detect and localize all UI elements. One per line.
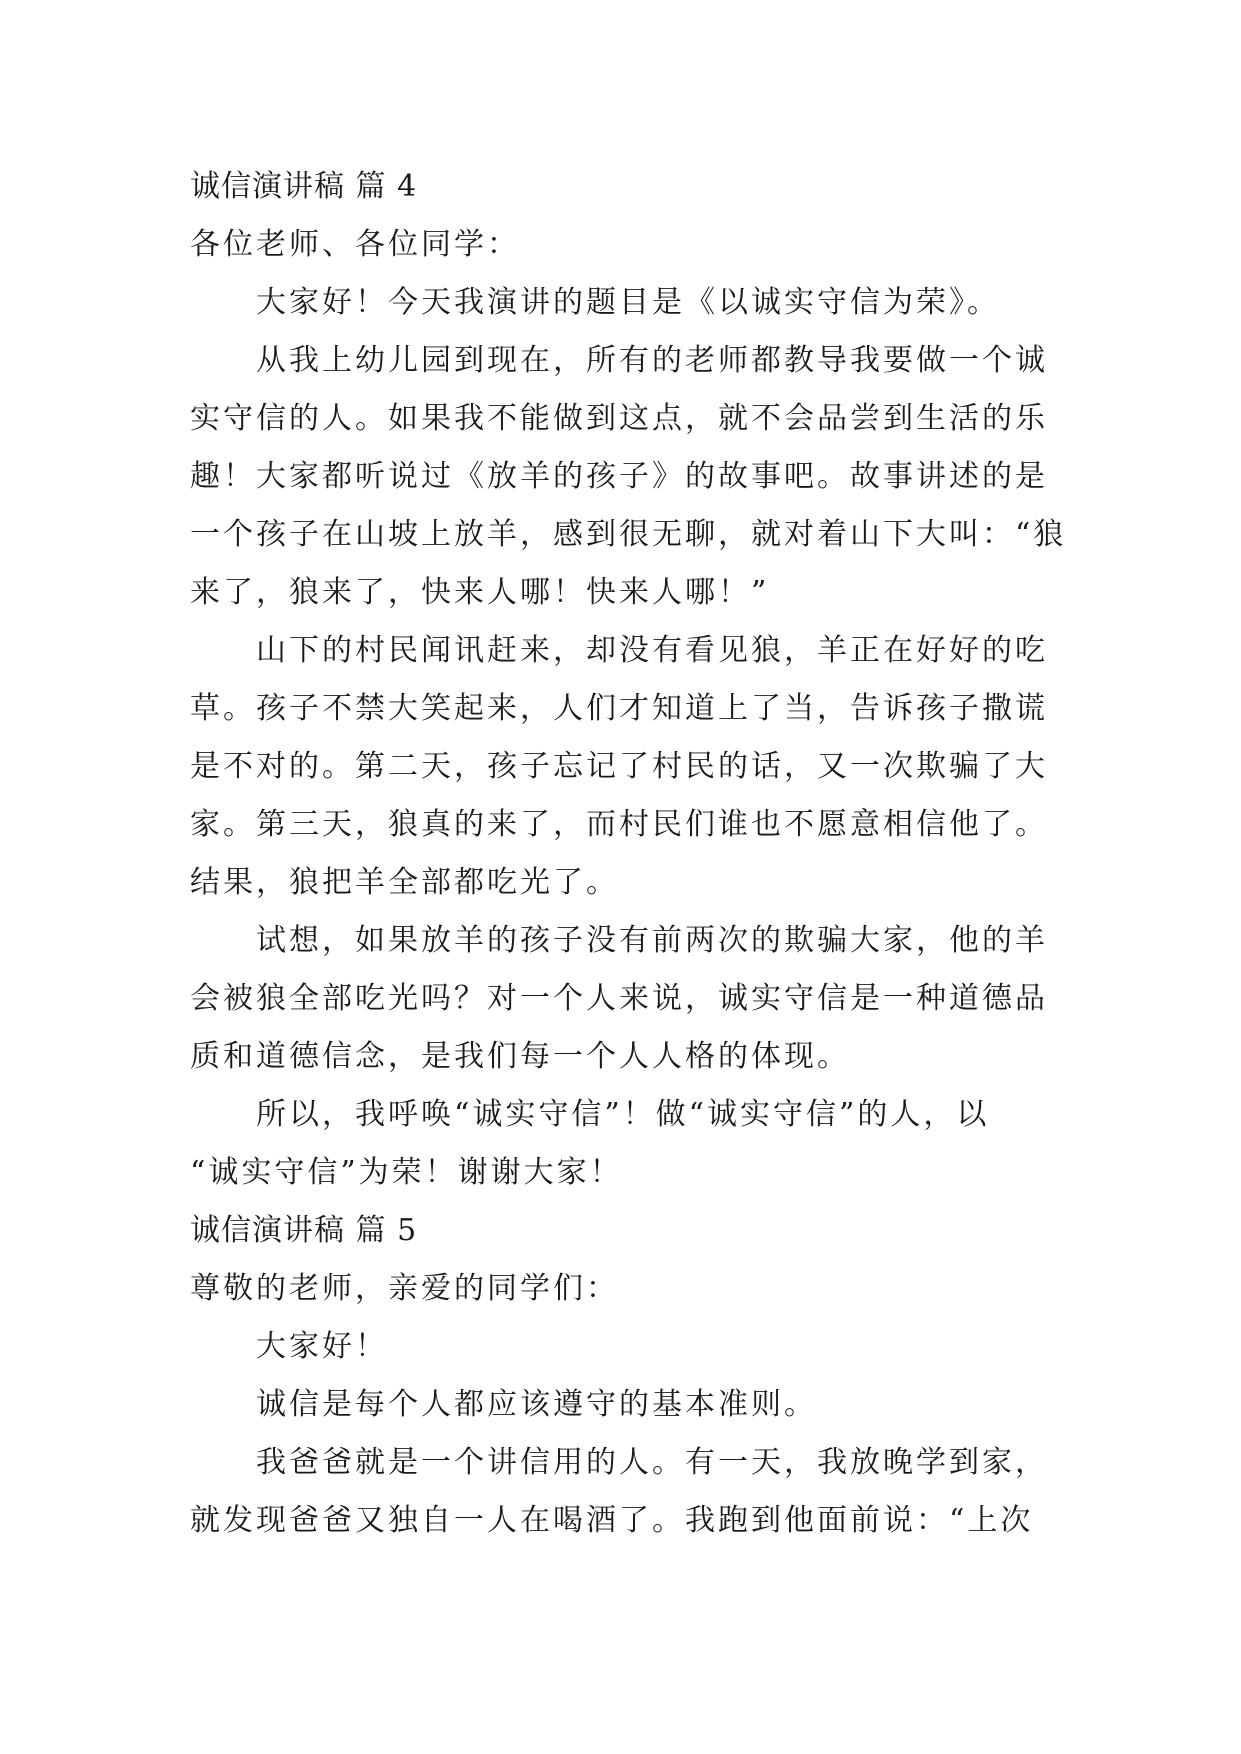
text-line: 趣！大家都听说过《放羊的孩子》的故事吧。故事讲述的是 bbox=[190, 459, 1048, 494]
text-line: 诚信是每个人都应该遵守的基本准则。 bbox=[256, 1387, 817, 1422]
text-line: “诚实守信”为荣！谢谢大家！ bbox=[190, 1155, 623, 1190]
text-line: 一个孩子在山坡上放羊，感到很无聊，就对着山下大叫：“狼 bbox=[190, 517, 1067, 552]
text-line: 大家好！今天我演讲的题目是《以诚实守信为荣》。 bbox=[256, 285, 1000, 320]
text-line: 家。第三天，狼真的来了，而村民们谁也不愿意相信他了。 bbox=[190, 807, 1048, 842]
text-line: 我爸爸就是一个讲信用的人。有一天，我放晚学到家， bbox=[256, 1445, 1048, 1480]
text-line: 质和道德信念，是我们每一个人人格的体现。 bbox=[190, 1039, 850, 1074]
text-line: 结果，狼把羊全部都吃光了。 bbox=[190, 865, 619, 900]
text-line: 会被狼全部吃光吗？对一个人来说，诚实守信是一种道德品 bbox=[190, 981, 1048, 1016]
text-line: 就发现爸爸又独自一人在喝酒了。我跑到他面前说：“上次 bbox=[190, 1503, 1034, 1538]
text-line: 试想，如果放羊的孩子没有前两次的欺骗大家，他的羊 bbox=[256, 923, 1048, 958]
text-line: 从我上幼儿园到现在，所有的老师都教导我要做一个诚 bbox=[256, 343, 1048, 378]
salutation: 尊敬的老师，亲爱的同学们： bbox=[190, 1271, 619, 1306]
text-line: 草。孩子不禁大笑起来，人们才知道上了当，告诉孩子撒谎 bbox=[190, 691, 1048, 726]
text-line: 所以，我呼唤“诚实守信”！做“诚实守信”的人，以 bbox=[256, 1097, 990, 1132]
text-line: 山下的村民闻讯赶来，却没有看见狼，羊正在好好的吃 bbox=[256, 633, 1048, 668]
text-line: 实守信的人。如果我不能做到这点，就不会品尝到生活的乐 bbox=[190, 401, 1048, 436]
text-line: 大家好！ bbox=[256, 1329, 388, 1364]
text-line: 是不对的。第二天，孩子忘记了村民的话，又一次欺骗了大 bbox=[190, 749, 1048, 784]
text-line: 来了，狼来了，快来人哪！快来人哪！” bbox=[190, 575, 770, 610]
section-title: 诚信演讲稿 篇 4 bbox=[190, 169, 418, 204]
section-title: 诚信演讲稿 篇 5 bbox=[190, 1213, 418, 1248]
salutation: 各位老师、各位同学： bbox=[190, 227, 520, 262]
document-body bbox=[190, 158, 1067, 1550]
